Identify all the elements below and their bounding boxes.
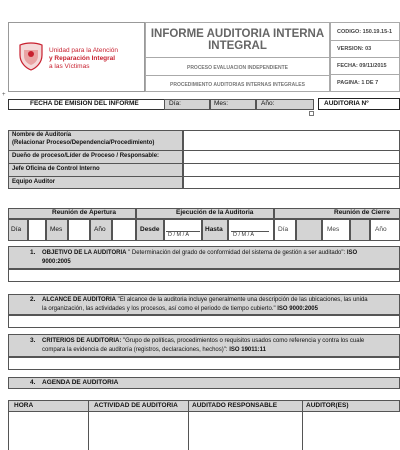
document-version: VERSION: 03: [337, 46, 372, 52]
section-scope-text: [42, 297, 368, 303]
audit-team-label: Equipo Auditor: [12, 179, 56, 185]
document-title-line2: INTEGRAL: [208, 40, 267, 52]
control-office-head-label: Jefe Oficina de Control Interno: [12, 166, 100, 172]
closing-day-label: Día: [278, 226, 289, 233]
section-scope-standard: ISO 9000:2005: [277, 306, 318, 312]
section-scope-number: 2.: [30, 296, 36, 303]
agenda-col-hora: HORA: [14, 402, 34, 409]
section-criteria-text: [42, 338, 364, 344]
audit-name-sublabel: (Relacionar Proceso/Dependencia/Procedimiento): [12, 140, 155, 146]
closing-month-value: [350, 219, 370, 241]
meta-area: [330, 22, 400, 92]
section-objective-standard-a: ISO: [346, 250, 358, 256]
section-objective-text: [42, 250, 357, 256]
agenda-col-actividad: ACTIVIDAD DE AUDITORIA: [94, 402, 178, 409]
logo-text-line2: y Reparación Integral: [49, 55, 116, 62]
section-scope-description-b: la organización, las actividades y los procesos, así como el periodo de tiempo cubierto.": [42, 306, 278, 312]
document-code: CODIGO: 150.19.15-1: [337, 29, 393, 35]
document-title-line1: INFORME AUDITORIA INTERNA: [150, 28, 325, 40]
section-objective-number: 1.: [30, 249, 36, 256]
logo-area: [8, 22, 145, 92]
section-objective-title: OBJETIVO DE LA AUDITORIA: [42, 250, 127, 256]
section-criteria-description-a: "Grupo de políticas, procedimientos o requisitos usados como referencia y contra los cuale: [121, 338, 365, 344]
execution-to-label: Hasta: [205, 226, 223, 233]
issue-year-label: Año:: [261, 100, 275, 107]
section-criteria-body: [8, 357, 400, 370]
issue-row-handle: [309, 111, 314, 116]
closing-month-label: Mes: [327, 226, 340, 233]
opening-year-value: [112, 219, 136, 241]
logo-text-line3: a las Víctimas: [49, 63, 90, 70]
section-scope-description-a: "El alcance de la auditoria incluye generalmente una descripción de las ubicaciones, las unida: [116, 297, 368, 303]
info-value-column: [183, 130, 400, 189]
section-criteria-text-2: [42, 347, 266, 353]
audit-number-label: AUDITORIA Nº: [324, 100, 369, 107]
title-area: [145, 22, 330, 92]
logo-text-line1: Unidad para la Atención: [49, 47, 119, 54]
section-agenda-title: AGENDA DE AUDITORIA: [42, 379, 119, 386]
execution-from-label: Desde: [140, 226, 160, 233]
closing-meeting-label: Reunión de Cierre: [334, 209, 390, 216]
section-scope-text-2: [42, 306, 318, 312]
agenda-col-auditor: AUDITOR(ES): [306, 402, 349, 409]
opening-meeting-label: Reunión de Apertura: [52, 209, 117, 216]
opening-year-label: Año: [94, 226, 106, 233]
row-marker-icon: +: [2, 92, 6, 98]
opening-month-value: [68, 219, 90, 241]
section-objective-description: " Determinación del grado de conformidad del sistema de gestión a ser auditado":: [126, 250, 347, 256]
document-date: FECHA: 09/11/2015: [337, 63, 387, 69]
section-agenda-number: 4.: [30, 379, 36, 386]
coat-of-arms-icon: [17, 41, 45, 71]
section-criteria-number: 3.: [30, 337, 36, 344]
section-scope-title: ALCANCE DE AUDITORIA: [42, 297, 117, 303]
opening-month-label: Mes: [50, 226, 63, 233]
procedure-label: PROCEDIMIENTO AUDITORIAS INTERNAS INTEGRALES: [170, 82, 305, 88]
agenda-col-responsable: AUDITADO RESPONSABLE: [192, 402, 278, 409]
opening-day-label: Día: [11, 226, 22, 233]
execution-from-format: D / M / A: [168, 232, 190, 238]
process-owner-label: Dueño de proceso/Líder de Proceso / Responsable:: [12, 153, 160, 159]
opening-day-value: [28, 219, 46, 241]
issue-month-label: Mes:: [214, 100, 229, 107]
issue-day-label: Día:: [169, 100, 181, 107]
execution-to-format: D / M / A: [233, 232, 255, 238]
section-criteria-standard: ISO 19011:11: [229, 347, 266, 353]
audit-name-label: Nombre de Auditoría: [12, 132, 72, 138]
section-objective-standard-b: 9000:2005: [42, 259, 71, 265]
execution-label: Ejecución de la Auditoria: [176, 209, 254, 216]
process-label: PROCESO EVALUACION INDEPENDIENTE: [186, 65, 289, 71]
section-criteria-title: CRITERIOS DE AUDITORIA:: [42, 338, 122, 344]
issue-date-label: FECHA DE EMISION DEL INFORME: [30, 100, 139, 107]
closing-year-label: Año: [375, 226, 387, 233]
section-criteria-description-b: compara la evidencia de auditoría (registros, declaraciones, hechos)":: [42, 347, 230, 353]
closing-day-value: [296, 219, 322, 241]
document-page: PAGINA: 1 DE 7: [337, 80, 379, 86]
section-objective-body: [8, 269, 400, 282]
section-scope-body: [8, 315, 400, 328]
